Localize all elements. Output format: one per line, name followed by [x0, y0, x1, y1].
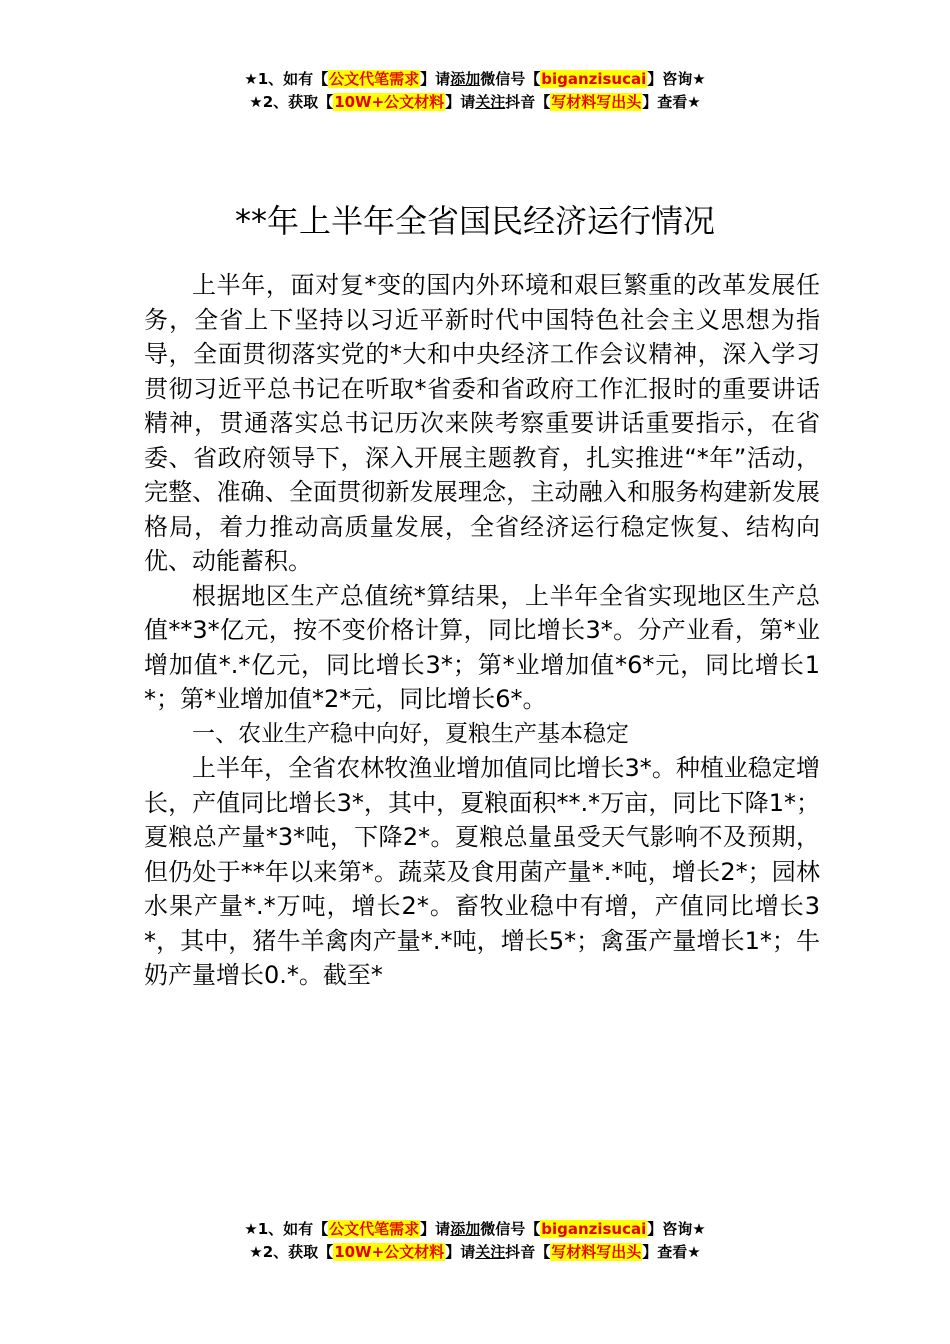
banner-text: ★1、如有【 — [244, 1220, 329, 1238]
banner-highlight: 10W+公文材料 — [334, 1243, 445, 1261]
wechat-id-highlight: biganzisucai — [541, 70, 647, 88]
wechat-id-highlight: biganzisucai — [541, 1220, 647, 1238]
banner-text: 】请 — [445, 1243, 476, 1261]
banner-text: 】查看★ — [642, 1243, 701, 1261]
banner-text: 】请 — [445, 93, 476, 111]
banner-text: 微信号【 — [480, 70, 541, 88]
banner-line-1 — [0, 68, 950, 91]
banner-highlight: 公文代笔需求 — [329, 70, 420, 88]
banner-text: 】咨询★ — [647, 70, 706, 88]
banner-highlight: 10W+公文材料 — [334, 93, 445, 111]
footer-banner — [0, 1218, 950, 1264]
paragraph-agriculture: 上半年，全省农林牧渔业增加值同比增长3*。种植业稳定增长，产值同比增长3*，其中，夏粮面积**.*万亩，同比下降1*；夏粮总产量*3*吨，下降2*。夏粮总量虽受天气影响不及预期，但仍处于**年以来第*。蔬菜及食用菌产量*.*吨，增长2*；园林水果产量*.*万吨，增长2*。畜牧业稳中有增，产值同比增长3*，其中，猪牛羊禽肉产量*.*吨，增长5*；禽蛋产量增长1*；牛奶产量增长0.*。截至* — [144, 754, 820, 989]
banner-text: ★1、如有【 — [244, 70, 329, 88]
banner-underline: 添加 — [450, 1220, 481, 1238]
banner-underline: 添加 — [450, 70, 481, 88]
banner-text: ★2、获取【 — [249, 1243, 334, 1261]
header-banner — [0, 68, 950, 114]
douyin-id-highlight: 写材料写出头 — [551, 93, 642, 111]
banner-text: 】请 — [420, 1220, 451, 1238]
paragraph-intro: 上半年，面对复*变的国内外环境和艰巨繁重的改革发展任务，全省上下坚持以习近平新时代中国特色社会主义思想为指导，全面贯彻落实党的*大和中央经济工作会议精神，深入学习贯彻习近平总书记在听取*省委和省政府工作汇报时的重要讲话精神，贯通落实总书记历次来陕考察重要讲话重要指示，在省委、省政府领导下，深入开展主题教育，扎实推进“*年”活动，完整、准确、全面贯彻新发展理念，主动融入和服务构建新发展格局，着力推动高质量发展，全省经济运行稳定恢复、结构向优、动能蓄积。 — [144, 271, 820, 575]
banner-underline: 关注 — [475, 93, 506, 111]
banner-line-1 — [0, 1218, 950, 1241]
banner-underline: 关注 — [475, 1243, 506, 1261]
document-body — [144, 268, 820, 993]
paragraph-gdp: 根据地区生产总值统*算结果，上半年全省实现地区生产总值**3*亿元，按不变价格计算，同比增长3*。分产业看，第*业增加值*.*亿元，同比增长3*；第*业增加值*6*元，同比增长1*；第*业增加值*2*元，同比增长6*。 — [144, 581, 820, 713]
douyin-id-highlight: 写材料写出头 — [551, 1243, 642, 1261]
banner-highlight: 公文代笔需求 — [329, 1220, 420, 1238]
banner-text: 】咨询★ — [647, 1220, 706, 1238]
banner-text: 抖音【 — [505, 1243, 551, 1261]
banner-text: 】请 — [420, 70, 451, 88]
banner-text: 】查看★ — [642, 93, 701, 111]
banner-text: ★2、获取【 — [249, 93, 334, 111]
banner-text: 抖音【 — [505, 93, 551, 111]
banner-line-2 — [0, 1241, 950, 1264]
banner-line-2 — [0, 91, 950, 114]
page-title: **年上半年全省国民经济运行情况 — [234, 202, 715, 241]
banner-text: 微信号【 — [480, 1220, 541, 1238]
section-heading: 一、农业生产稳中向好，夏粮生产基本稳定 — [192, 720, 629, 747]
